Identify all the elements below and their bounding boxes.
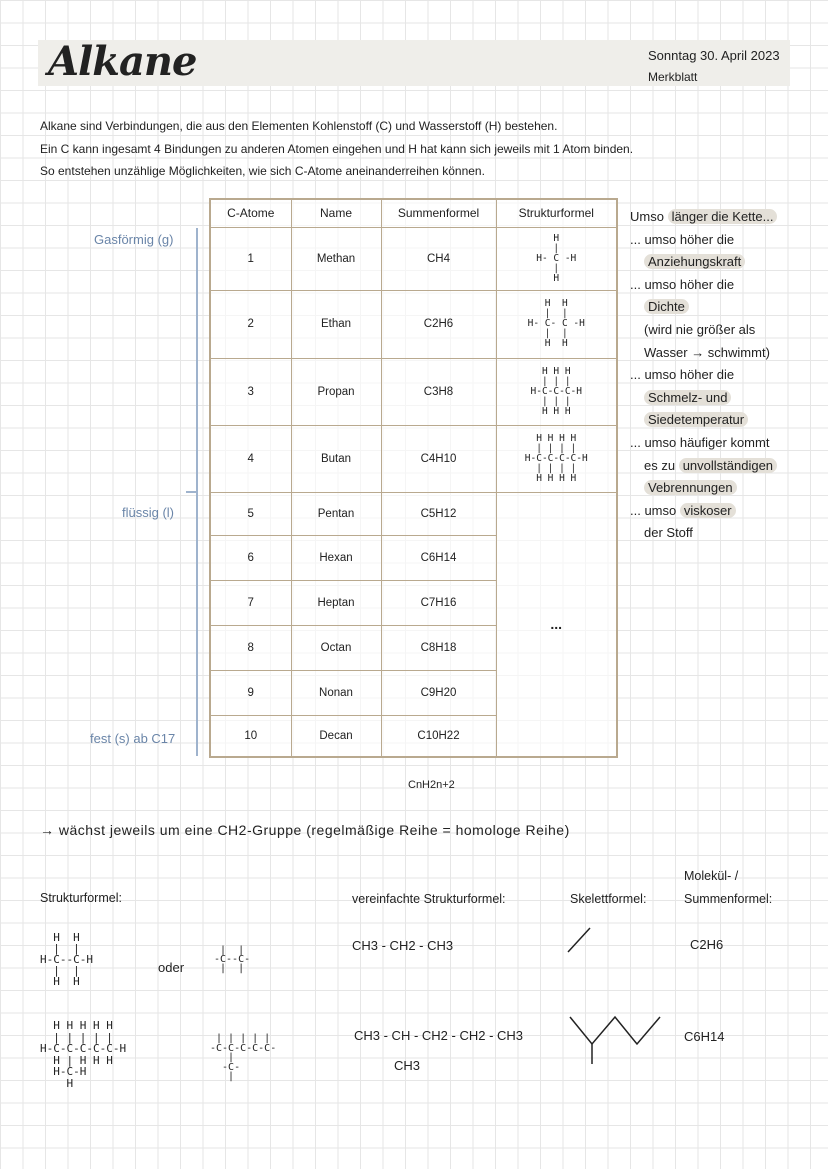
cell: C3H8 (381, 358, 496, 425)
note-highlight: unvollständigen (679, 458, 777, 473)
cell: C10H22 (381, 715, 496, 757)
cell: 3 (210, 358, 291, 425)
cell: 4 (210, 425, 291, 492)
cell: 7 (210, 580, 291, 625)
cell: C9H20 (381, 670, 496, 715)
table-row (210, 425, 617, 492)
note-text: (wird nie größer als (644, 321, 756, 337)
cell: C5H12 (381, 492, 496, 535)
note-text: Umso (630, 209, 668, 224)
col-header: C-Atome (210, 199, 291, 227)
cell: Propan (291, 358, 381, 425)
ethane-short: | | -C--C- | | (214, 945, 251, 974)
note-highlight: Anziehungskraft (644, 254, 745, 269)
structure-formula: H H H | | | H-C-C-C-H | | | H H H (530, 365, 582, 417)
cell: C7H16 (381, 580, 496, 625)
table-row (210, 227, 617, 290)
cell: Octan (291, 625, 381, 670)
cell: Decan (291, 715, 381, 757)
ethane-skeletal (560, 920, 600, 960)
page-title: Alkane (48, 38, 197, 85)
general-formula: CnH2n+2 (408, 779, 455, 791)
table-header (210, 199, 617, 227)
ethane-simplified: CH3 - CH2 - CH3 (352, 938, 454, 953)
cell: 8 (210, 625, 291, 670)
cell: 10 (210, 715, 291, 757)
heading-sum: Summenformel: (684, 892, 773, 906)
phase-liquid: flüssig (l) (122, 505, 175, 520)
heading-skeletal: Skelettformel: (570, 892, 647, 906)
structure-formula: H H H H | | | | H-C-C-C-C-H | | | | H H H H (524, 432, 588, 484)
cell: Heptan (291, 580, 381, 625)
structure-formula: H | H- C -H | H (536, 232, 577, 284)
note-highlight: viskoser (680, 503, 736, 518)
note-text: es zu (644, 457, 679, 473)
phase-gas: Gasförmig (g) (94, 232, 174, 247)
phase-tick (186, 491, 198, 493)
cell: C2H6 (381, 290, 496, 358)
cell: Nonan (291, 670, 381, 715)
hexane-sum: C6H14 (684, 1029, 725, 1044)
oder-label: oder (158, 960, 185, 975)
note-highlight: Schmelz- und (644, 390, 731, 405)
col-header: Name (291, 199, 381, 227)
note-text: ... umso (630, 502, 680, 518)
growth-note: → wächst jeweils um eine CH2-Gruppe (regelmäßige Reihe = homologe Reihe) (40, 822, 570, 838)
phase-solid: fest (s) ab C17 (90, 731, 176, 746)
hexane-skeletal (565, 1012, 665, 1067)
col-header: Summenformel (381, 199, 496, 227)
ethane-structure: H H | | H-C--C-H | | H H (40, 931, 93, 988)
note-highlight: Dichte (644, 299, 689, 314)
cell: 2 (210, 290, 291, 358)
note-text: ... umso höher die (630, 231, 735, 247)
subtitle: Merkblatt (648, 70, 698, 84)
cell: Pentan (291, 492, 381, 535)
cell: 5 (210, 492, 291, 535)
hexane-branch: CH3 (394, 1058, 421, 1073)
cell: Methan (291, 227, 381, 290)
cell: Hexan (291, 535, 381, 580)
table-row (210, 492, 617, 535)
intro-line: Ein C kann ingesamt 4 Bindungen zu anderen Atomen eingehen und H hat kann sich jeweils mit 1 Atom binden. (40, 142, 634, 156)
cell: 6 (210, 535, 291, 580)
cell: 1 (210, 227, 291, 290)
date: Sonntag 30. April 2023 (648, 48, 780, 63)
hexane-simplified: CH3 - CH - CH2 - CH2 - CH3 (354, 1028, 524, 1043)
cell: CH4 (381, 227, 496, 290)
cell: C8H18 (381, 625, 496, 670)
ethane-sum: C2H6 (690, 937, 724, 952)
alkane-table (209, 198, 618, 758)
note-text: ... umso häufiger kommt (630, 434, 770, 450)
ellipsis-cell: ... (496, 492, 617, 757)
intro-line: So entstehen unzählige Möglichkeiten, wie sich C-Atome aneinanderreihen können. (40, 164, 485, 178)
col-header: Strukturformel (496, 199, 617, 227)
table-row (210, 290, 617, 358)
cell: C6H14 (381, 535, 496, 580)
heading-simplified: vereinfachte Strukturformel: (352, 892, 506, 906)
property-notes (630, 206, 777, 545)
cell: Ethan (291, 290, 381, 358)
note-text: ... umso höher die (630, 367, 735, 383)
cell: C4H10 (381, 425, 496, 492)
note-text: ... umso höher die (630, 276, 735, 292)
note-highlight: länger die Kette... (668, 209, 778, 224)
heading-molecular: Molekül- / (684, 869, 739, 883)
table-row (210, 358, 617, 425)
intro-line: Alkane sind Verbindungen, die aus den Elementen Kohlenstoff (C) und Wasserstoff (H) bestehen. (40, 119, 558, 133)
hexane-short: | | | | | -C-C-C-C-C- | -C- | (210, 1033, 277, 1082)
cell: 9 (210, 670, 291, 715)
cell: Butan (291, 425, 381, 492)
hexane-structure: H H H H H | | | | | H-C-C-C-C-C-H H | H H H H-C-H H (40, 1019, 127, 1090)
note-highlight: Vebrennungen (644, 480, 737, 495)
heading-structure: Strukturformel: (40, 891, 122, 905)
structure-formula: H H | | H- C- C -H | | H H (527, 298, 585, 349)
note-highlight: Siedetemperatur (644, 412, 748, 427)
note-text: der Stoff (644, 525, 693, 541)
note-text: Wasser → schwimmt) (644, 344, 770, 360)
